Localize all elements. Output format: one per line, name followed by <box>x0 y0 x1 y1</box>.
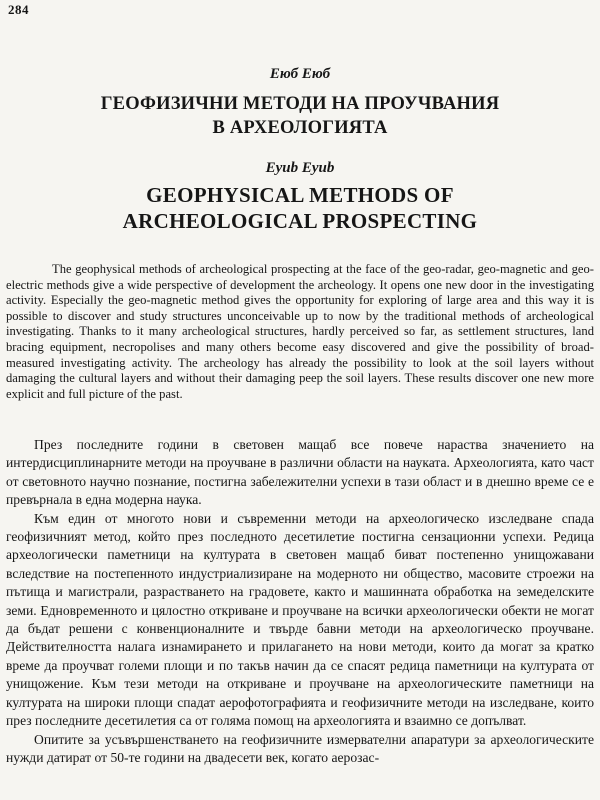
body-text <box>6 436 594 767</box>
body-paragraph-2: Към един от многото нови и съвременни методи на археологическо изследване спада геофизичният метод, който през последното десетилетие постигна сензационни успехи. Редица археологически паметници на културата в световен мащаб биват постепенно унищожавани вследствие на постепенното индустриализиране на модерното ни общество, масовите строежи на пътища и магистрали, разрастването на градовете, както и машинната обработка на земеделските земи. Едновременното и цялостно откриване и проучване на всички археологически обекти не могат да бъдат решени с конвенционалните и твърде бавни методи на археологическо проучване. Действителността налага изнамирането и прилагането на нови методи, които да могат за кратко време да проучват големи площи и по такъв начин да се спасят редица паметници на културата от унищожение. Към тези методи на откриване и проучване на археологическите паметници на културата на широки площи спадат аерофотографията и геофизичните методи на изследване, които през последните десетилетия са от голяма помощ на археологията и взаимно се допълват. <box>6 510 594 729</box>
body-paragraph-3: Опитите за усъвършенстването на геофизичните измервателни апаратури за археологическите нужди датират от 50-те години на двадесети век, когато аерозас- <box>6 731 594 765</box>
author-name-bulgarian: Еюб Еюб <box>269 66 331 82</box>
title-bulgarian-line-2: В АРХЕОЛОГИЯТА <box>212 118 388 138</box>
title-bulgarian <box>40 92 560 140</box>
title-english-line-1: GEOPHYSICAL METHODS OF <box>146 183 454 207</box>
title-english-line-2: ARCHEOLOGICAL PROSPECTING <box>122 209 478 233</box>
title-bulgarian-line-1: ГЕОФИЗИЧНИ МЕТОДИ НА ПРОУЧВАНИЯ <box>100 94 500 114</box>
title-english <box>40 182 560 234</box>
author-name-english: Eyub Eyub <box>265 160 335 176</box>
body-paragraph-1: През последните години в световен мащаб все повече нараства значението на интердисциплинарните методи на проучване в различни области на науката. Археологията, като част от световното научно познание, постигна забележителни успехи в тази област и в днешно време се е превърнала в една модерна наука. <box>6 437 594 508</box>
abstract-english: The geophysical methods of archeological prospecting at the face of the geo-radar, geo-magnetic and geo-electric methods give a wide perspective of development the archeology. It opens one new door in the investigating activity. Especially the geo-magnetic method gives the opportunity for exploring of large area and this way it is possible to discover and study structures unconceivable up to now by the traditional methods of archeological investigating. Thanks to it many archeological structures, hardly perceived so far, as settlement structures, land bracing equipment, necropolises and many others become easy discovered and give the possibility of broad-measured investigating activity. The archeology has already the possibility to look at the soil layers without damaging the cultural layers and without their damaging peep the soil layers. These results discover one new more explicit and full picture of the past. <box>6 262 594 401</box>
page-number: 284 <box>8 2 29 17</box>
